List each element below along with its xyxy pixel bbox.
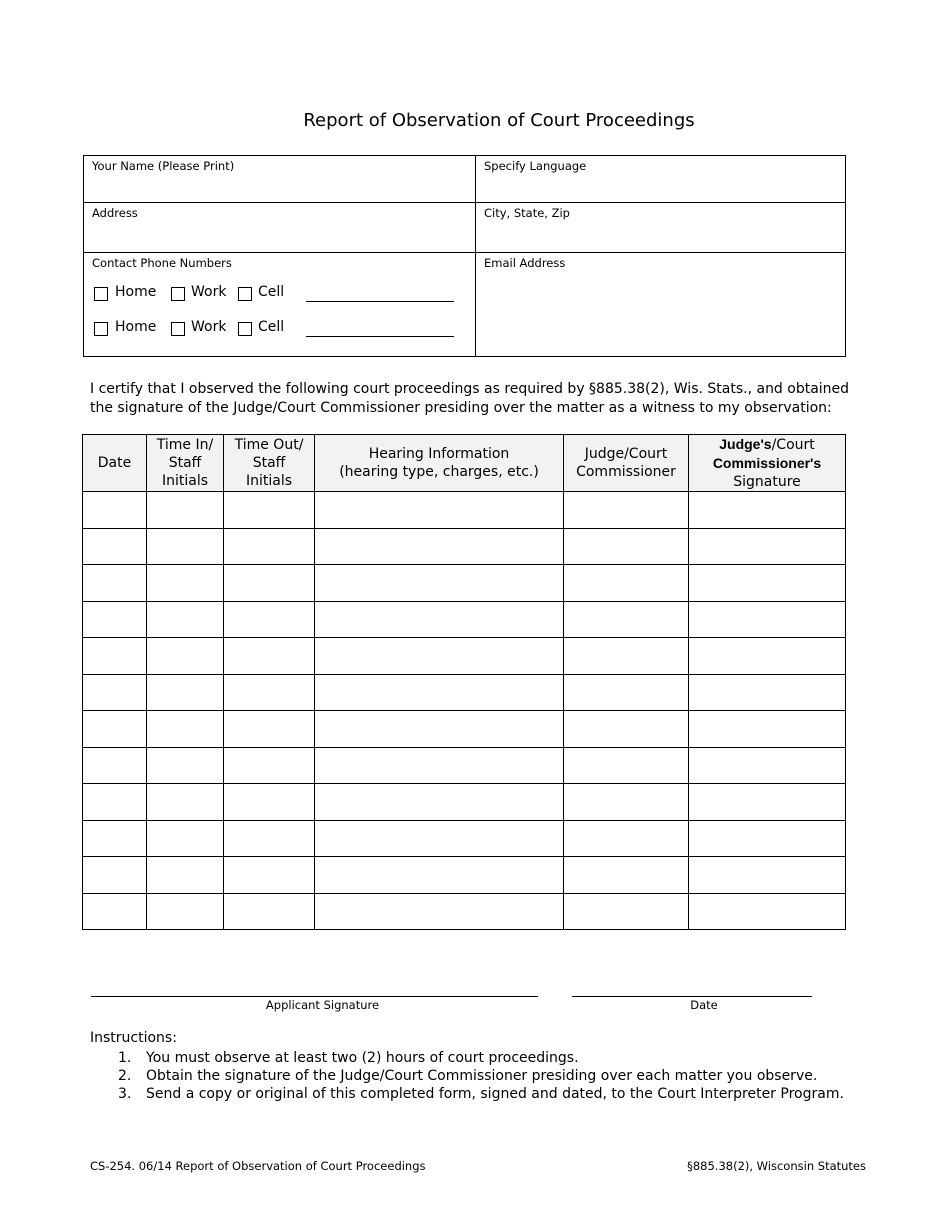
time-out-cell[interactable] [224,638,315,675]
phone-label: Contact Phone Numbers [92,256,232,270]
signature-cell[interactable] [689,711,846,748]
judge-commissioner-cell[interactable] [564,674,689,711]
time-in-header: Time In/ Staff Initials [147,435,224,492]
hearing-info-cell[interactable] [315,820,564,857]
applicant-signature-label: Applicant Signature [265,998,380,1012]
signature-cell[interactable] [689,784,846,821]
date-cell[interactable] [83,747,147,784]
date-cell[interactable] [83,674,147,711]
date-cell[interactable] [83,492,147,529]
time-in-cell[interactable] [147,601,224,638]
time-out-header: Time Out/ Staff Initials [224,435,315,492]
judge-commissioner-cell[interactable] [564,784,689,821]
time-out-cell[interactable] [224,784,315,821]
email-field[interactable] [476,253,845,356]
cell-label: Cell [258,319,285,335]
date-signature-line[interactable] [572,996,812,997]
table-row [83,711,846,748]
email-label: Email Address [484,256,566,270]
list-item: 3. Send a copy or original of this completed form, signed and dated, to the Court Interpreter Program. [118,1086,844,1102]
time-in-cell[interactable] [147,820,224,857]
time-out-cell[interactable] [224,601,315,638]
time-out-cell[interactable] [224,528,315,565]
table-row [83,638,846,675]
time-in-cell[interactable] [147,674,224,711]
footer-form-id: CS-254. 06/14 Report of Observation of Court Proceedings [90,1159,426,1173]
judge-commissioner-cell[interactable] [564,638,689,675]
table-row [83,857,846,894]
signature-cell[interactable] [689,747,846,784]
hearing-info-cell[interactable] [315,638,564,675]
date-cell[interactable] [83,565,147,602]
hearing-info-cell[interactable] [315,784,564,821]
phone-number-line[interactable] [306,336,454,337]
name-label: Your Name (Please Print) [92,159,235,173]
list-item: 1. You must observe at least two (2) hours of court proceedings. [118,1050,579,1066]
signature-cell[interactable] [689,565,846,602]
time-out-cell[interactable] [224,893,315,930]
work-checkbox[interactable] [171,322,185,336]
language-field[interactable] [476,156,845,202]
time-in-cell[interactable] [147,492,224,529]
cell-checkbox[interactable] [238,322,252,336]
name-field[interactable] [84,156,475,202]
signature-header: Judge's/Court Commissioner's Signature [689,435,846,492]
date-cell[interactable] [83,711,147,748]
hearing-info-cell[interactable] [315,857,564,894]
cell-checkbox[interactable] [238,287,252,301]
contact-info-box [83,155,846,357]
home-label: Home [115,284,157,300]
signature-cell[interactable] [689,893,846,930]
hearing-info-cell[interactable] [315,565,564,602]
time-out-cell[interactable] [224,711,315,748]
signature-cell[interactable] [689,674,846,711]
table-header-row [83,435,846,492]
hearing-info-header: Hearing Information (hearing type, charges, etc.) [315,435,564,492]
time-out-cell[interactable] [224,747,315,784]
home-label: Home [115,319,157,335]
table-row [83,601,846,638]
hearing-info-cell[interactable] [315,492,564,529]
hearing-info-cell[interactable] [315,601,564,638]
city-state-zip-field[interactable] [476,203,845,252]
city-state-zip-label: City, State, Zip [484,206,570,220]
time-out-cell[interactable] [224,820,315,857]
date-cell[interactable] [83,857,147,894]
applicant-signature-line[interactable] [91,996,538,997]
address-label: Address [92,206,138,220]
time-out-cell[interactable] [224,492,315,529]
signature-cell[interactable] [689,638,846,675]
table-row [83,747,846,784]
judge-commissioner-cell[interactable] [564,492,689,529]
date-cell[interactable] [83,528,147,565]
phone-number-line[interactable] [306,301,454,302]
judge-commissioner-cell[interactable] [564,601,689,638]
hearing-info-cell[interactable] [315,674,564,711]
table-row [83,784,846,821]
hearing-info-cell[interactable] [315,893,564,930]
date-cell[interactable] [83,638,147,675]
time-in-cell[interactable] [147,638,224,675]
signature-cell[interactable] [689,528,846,565]
instructions-heading: Instructions: [90,1030,177,1046]
time-out-cell[interactable] [224,674,315,711]
time-out-cell[interactable] [224,857,315,894]
hearing-info-cell[interactable] [315,711,564,748]
judge-commissioner-cell[interactable] [564,565,689,602]
signature-cell[interactable] [689,820,846,857]
judge-commissioner-cell[interactable] [564,893,689,930]
time-in-cell[interactable] [147,784,224,821]
signature-cell[interactable] [689,857,846,894]
home-checkbox[interactable] [94,287,108,301]
time-out-cell[interactable] [224,565,315,602]
table-row [83,528,846,565]
table-row [83,820,846,857]
hearing-info-cell[interactable] [315,528,564,565]
judge-commissioner-cell[interactable] [564,857,689,894]
time-in-cell[interactable] [147,565,224,602]
footer-statute: §885.38(2), Wisconsin Statutes [687,1159,866,1173]
time-in-cell[interactable] [147,857,224,894]
list-item: 2. Obtain the signature of the Judge/Court Commissioner presiding over each matter you observe. [118,1068,818,1084]
language-label: Specify Language [484,159,587,173]
observation-table [82,434,846,930]
judge-commissioner-cell[interactable] [564,747,689,784]
date-cell[interactable] [83,820,147,857]
signature-cell[interactable] [689,492,846,529]
judge-commissioner-cell[interactable] [564,820,689,857]
instructions-list [118,1049,844,1103]
date-header: Date [83,435,147,492]
signature-cell[interactable] [689,601,846,638]
table-row [83,492,846,529]
work-checkbox[interactable] [171,287,185,301]
page-title: Report of Observation of Court Proceedings [303,110,695,131]
hearing-info-cell[interactable] [315,747,564,784]
time-in-cell[interactable] [147,528,224,565]
table-row [83,565,846,602]
judge-commissioner-cell[interactable] [564,711,689,748]
phone-numbers-section [84,253,475,356]
time-in-cell[interactable] [147,747,224,784]
date-cell[interactable] [83,601,147,638]
judge-commissioner-header: Judge/Court Commissioner [564,435,689,492]
work-label: Work [191,319,227,335]
time-in-cell[interactable] [147,711,224,748]
cell-label: Cell [258,284,285,300]
address-field[interactable] [84,203,475,252]
date-signature-label: Date [690,998,718,1012]
table-row [83,893,846,930]
certification-text: I certify that I observed the following court proceedings as required by §885.38(2), Wis. Stats., and obtained the signature of the Judge/Court Commissioner presiding over the matter as a witness to my observation: [90,381,850,416]
judge-commissioner-cell[interactable] [564,528,689,565]
home-checkbox[interactable] [94,322,108,336]
table-row [83,674,846,711]
time-in-cell[interactable] [147,893,224,930]
date-cell[interactable] [83,893,147,930]
work-label: Work [191,284,227,300]
date-cell[interactable] [83,784,147,821]
